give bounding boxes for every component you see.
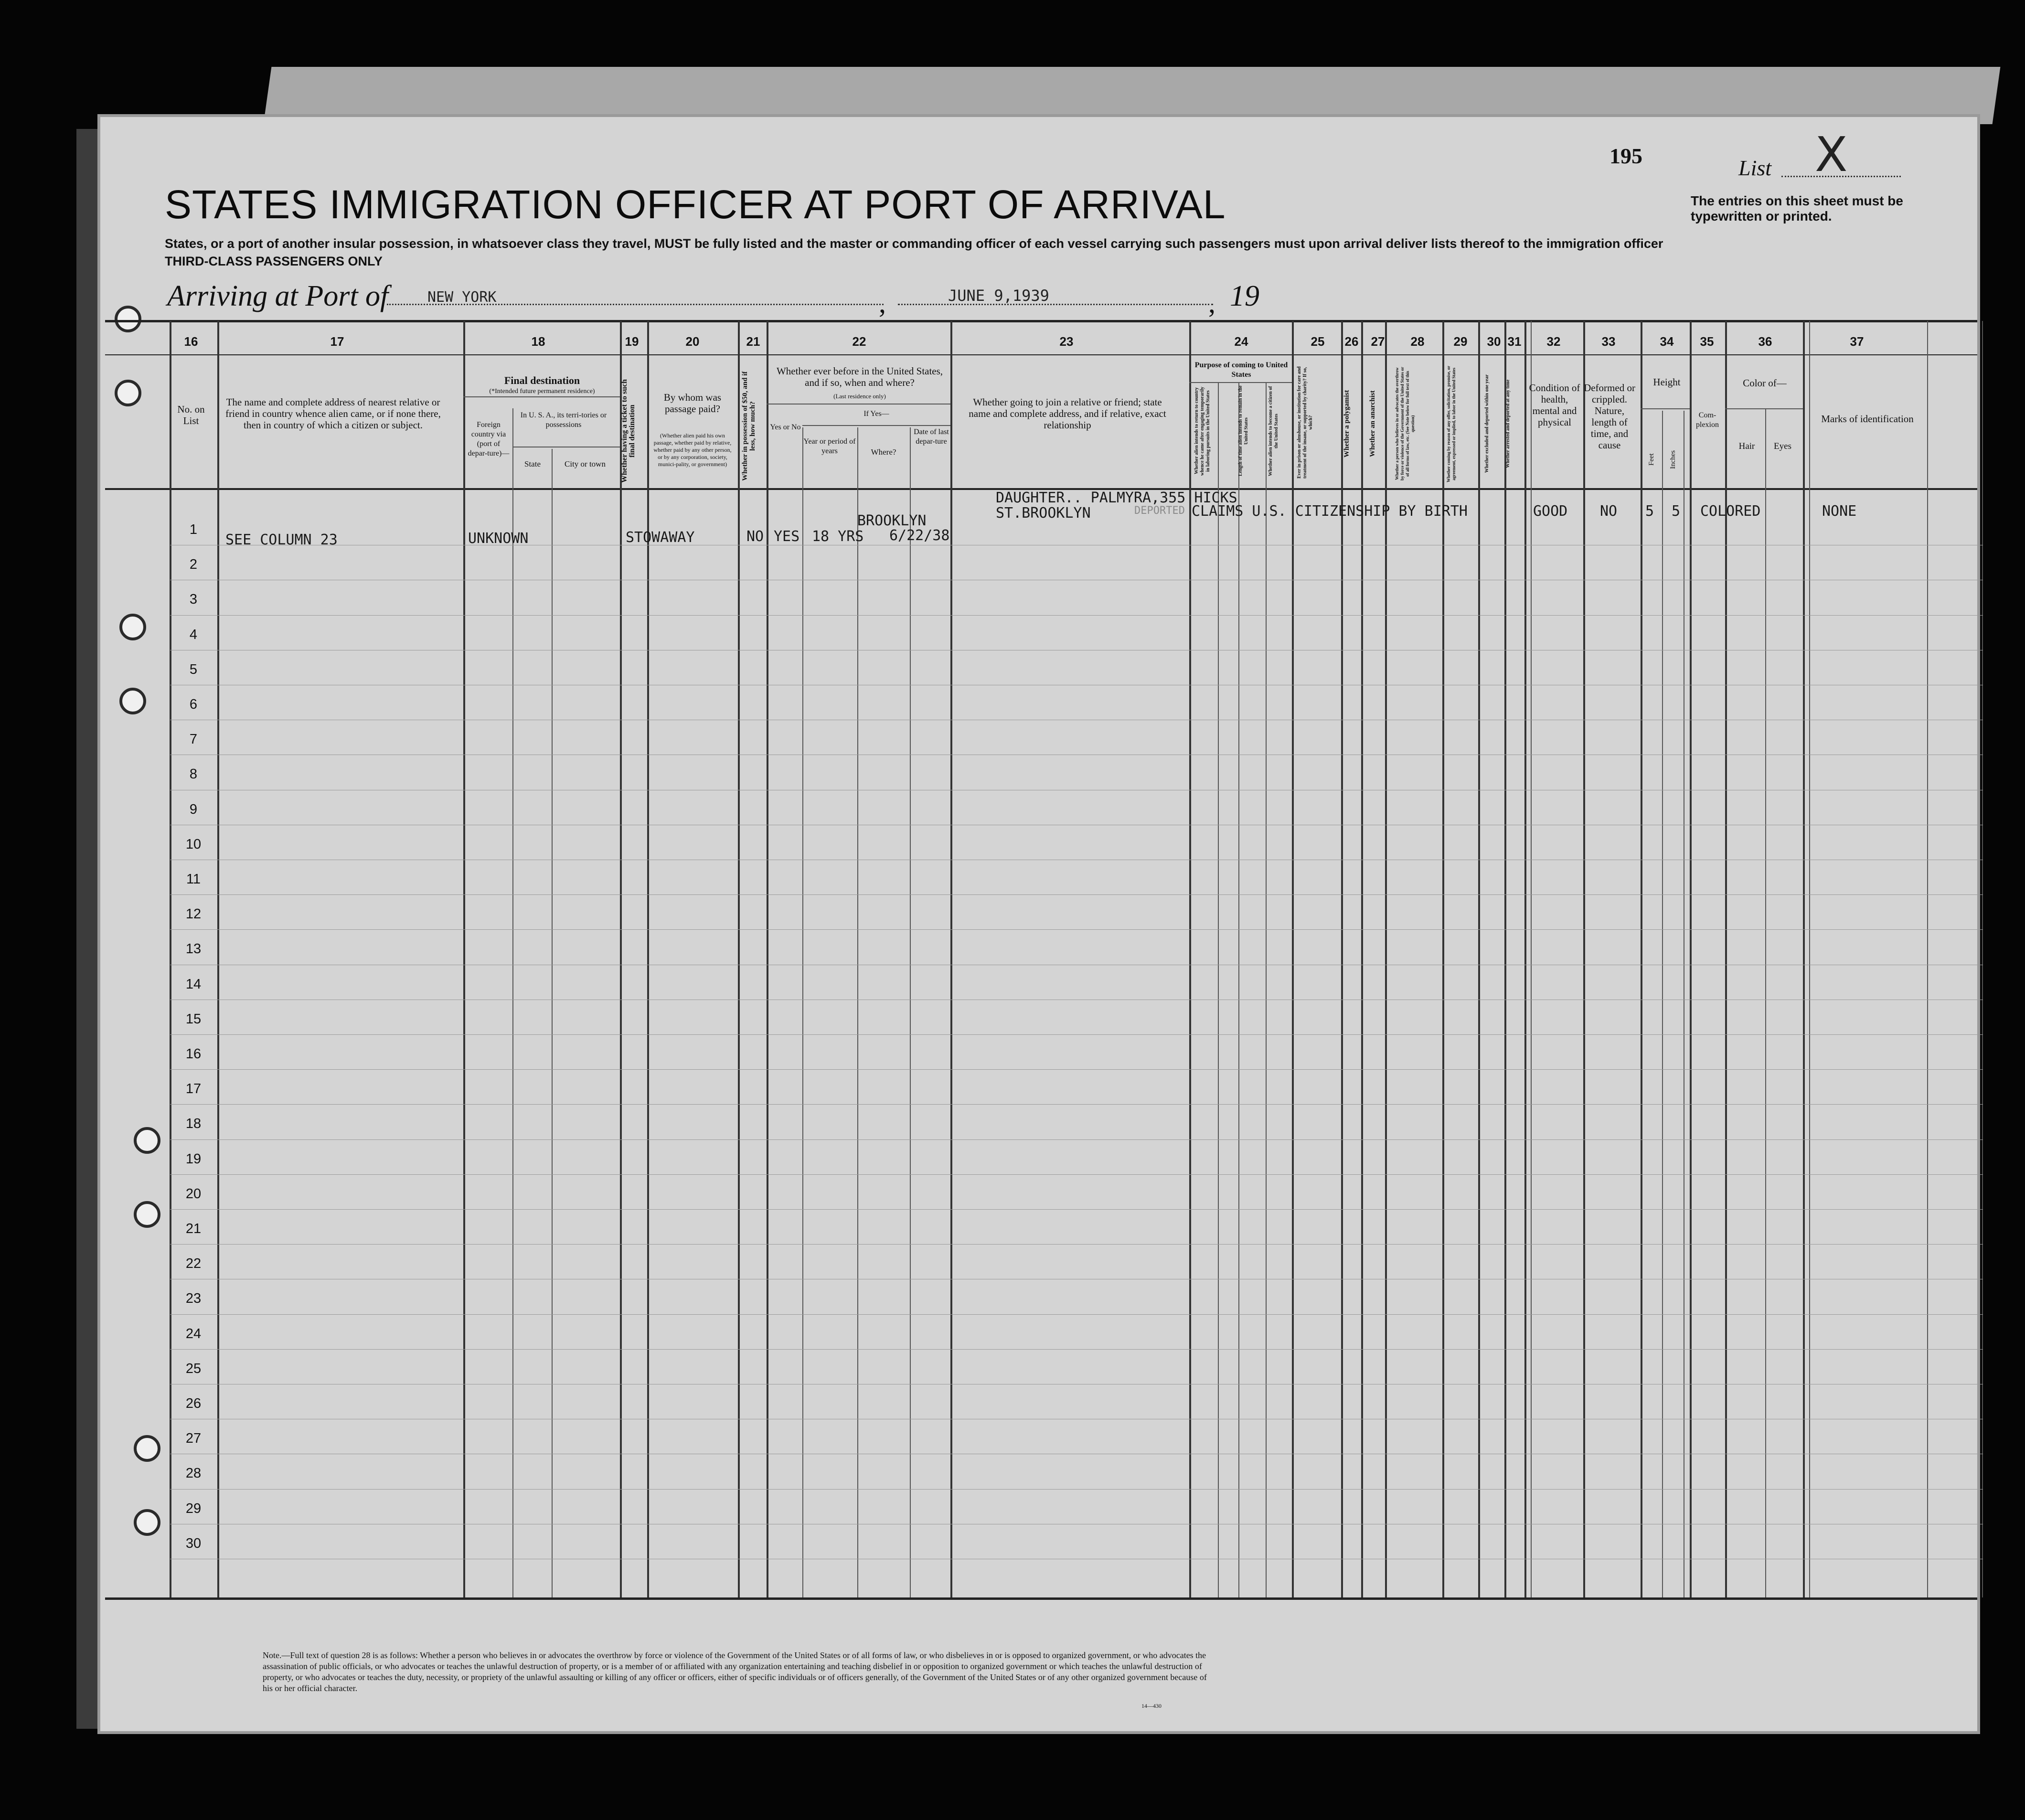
header-state: State — [524, 459, 541, 468]
class-line: THIRD-CLASS PASSENGERS ONLY — [165, 254, 383, 268]
row-number: 6 — [189, 697, 198, 712]
column-rule — [738, 321, 740, 1597]
footnote: Note.—Full text of question 28 is as follows: Whether a person who believes in or advocates the overthrow by force or violence of the Government of the United States or of all forms of law, or who disbelieves in or is opposed to organized government, or who advocates the assassination of public officials, or who advocates or teaches the unlawful destruction of property, or is a member of or affiliated with any organization entertaining and teaching disbelief in or opposition to organized government or which teaches the unlawful destruction of property, or who advocates or teaches the duty, necessity, or propriety of the unlawful assaulting or killing of any officer or officers, either of specific individuals or of officers generally, of the Government of the United States or of any other organized government because of his or her official character. — [263, 1650, 1207, 1693]
header-ticket: Whether having a ticket to such final destination — [620, 379, 636, 483]
column-number: 21 — [746, 334, 760, 349]
column-number-rule — [105, 354, 1977, 355]
row-number: 26 — [185, 1396, 202, 1411]
column-number: 32 — [1546, 334, 1561, 349]
subheader-rule — [1189, 382, 1292, 383]
column-rule — [1238, 382, 1239, 1597]
column-rule — [1504, 321, 1506, 1597]
column-number: 16 — [184, 334, 198, 349]
row-line — [170, 1349, 1983, 1350]
subheader-rule — [1725, 408, 1803, 409]
table-bottom-rule — [105, 1597, 1977, 1600]
row-number: 20 — [185, 1186, 202, 1202]
header-polygamist: Whether a polygamist — [1343, 390, 1351, 458]
entry-inches: 5 — [1672, 503, 1681, 520]
date-underline — [898, 304, 1213, 305]
entry-nearest-relative: SEE COLUMN 23 — [225, 532, 338, 548]
header-overthrow: Whether a person who believes in or advocates the overthrow by force or violence of the Government of the United States or of all forms of law, etc. (See Note below for full text of this question) — [1395, 367, 1415, 481]
column-number: 20 — [685, 334, 700, 349]
row-line — [170, 1314, 1983, 1315]
column-rule — [950, 321, 952, 1597]
header-last-residence: (Last residence only) — [833, 393, 886, 400]
header-prison: Ever in prison or almshouse, or institution for care and treatment of the insane, or supported by charity? If so, which? — [1297, 366, 1313, 479]
row-number: 21 — [185, 1221, 202, 1236]
column-rule — [1218, 382, 1219, 1597]
entry-passage-paid: STOWAWAY — [626, 529, 695, 546]
list-value: X — [1815, 127, 1848, 182]
column-number: 29 — [1453, 334, 1468, 349]
header-height: Height — [1653, 376, 1681, 388]
column-number: 17 — [330, 334, 344, 349]
subheader-rule — [802, 425, 950, 426]
column-rule — [1266, 382, 1267, 1597]
subheader-rule — [1641, 408, 1690, 409]
column-rule — [1982, 321, 1983, 1597]
arrival-label: Arriving at Port of — [167, 280, 389, 312]
row-number: 3 — [189, 592, 198, 607]
column-rule — [647, 321, 649, 1597]
header-where: Where? — [871, 447, 896, 457]
column-rule — [857, 427, 858, 1597]
entry-possession: NO — [746, 528, 764, 545]
row-line — [170, 1209, 1983, 1210]
year-prefix: 19 — [1230, 280, 1259, 312]
row-line — [170, 1139, 1983, 1140]
entry-feet: 5 — [1645, 503, 1654, 520]
header-complexion: Com-plexion — [1696, 411, 1719, 429]
column-rule — [217, 321, 219, 1597]
row-number: 14 — [185, 976, 202, 992]
column-rule — [620, 321, 622, 1597]
column-number: 33 — [1601, 334, 1616, 349]
page-title: STATES IMMIGRATION OFFICER AT PORT OF ARRIVAL — [165, 182, 1226, 227]
punch-hole-icon — [134, 1435, 160, 1462]
header-possession: Whether in possession of $50, and if less, how much? — [741, 371, 757, 481]
header-year-period: Year or period of years — [803, 437, 856, 455]
column-number: 34 — [1660, 334, 1674, 349]
header-anarchist: Whether an anarchist — [1369, 390, 1376, 458]
row-number: 22 — [185, 1256, 202, 1272]
column-rule — [1583, 321, 1585, 1597]
column-number: 22 — [852, 334, 866, 349]
header-hair: Hair — [1738, 441, 1755, 451]
page-number: 195 — [1609, 144, 1642, 168]
comma-separator: , — [1208, 287, 1215, 319]
column-rule — [1478, 321, 1480, 1597]
header-purpose-a: Whether alien intends to return to country whence he came after engaging temporarily in laboring pursuits in the United States — [1194, 386, 1211, 476]
column-rule — [1927, 321, 1928, 1597]
header-eyes: Eyes — [1774, 441, 1791, 451]
deported-stamp: DEPORTED — [1134, 505, 1185, 517]
entry-date-departure: 6/22/38 — [889, 527, 950, 544]
punch-hole-icon — [115, 380, 141, 406]
row-number: 30 — [185, 1535, 202, 1551]
column-number: 25 — [1311, 334, 1325, 349]
column-number: 30 — [1487, 334, 1501, 349]
punch-hole-icon — [134, 1509, 160, 1536]
binding-edge — [76, 129, 100, 1729]
header-feet: Feet — [1648, 453, 1655, 466]
column-number: 28 — [1410, 334, 1425, 349]
table-top-rule — [105, 320, 1977, 322]
entry-deformed: NO — [1600, 503, 1618, 520]
row-number: 12 — [185, 906, 202, 922]
row-number: 1 — [189, 522, 198, 537]
entry-years: 18 YRS — [812, 528, 864, 545]
row-number: 13 — [185, 941, 202, 957]
entry-foreign-country: UNKNOWN — [468, 530, 529, 547]
column-rule — [1809, 321, 1810, 1597]
row-number: 27 — [185, 1431, 202, 1447]
row-number: 16 — [185, 1046, 202, 1062]
row-number: 11 — [186, 872, 201, 887]
header-city: City or town — [565, 459, 606, 468]
header-inches: Inches — [1669, 450, 1677, 469]
arrival-date: JUNE 9,1939 — [948, 287, 1049, 305]
row-number: 25 — [185, 1361, 202, 1376]
row-number: 8 — [189, 766, 198, 782]
page-subtitle: States, or a port of another insular possession, in whatsoever class they travel, MUST be fully listed and the master or commanding officer of each vessel carrying such passengers must upon arrival deliver lists thereof to the immigration officer — [165, 236, 1663, 251]
punch-hole-icon — [134, 1201, 160, 1228]
row-line — [170, 894, 1983, 895]
column-number: 37 — [1850, 334, 1864, 349]
column-rule — [1690, 321, 1692, 1597]
row-number: 18 — [185, 1116, 202, 1132]
row-number: 15 — [185, 1011, 202, 1027]
header-before-in-us: Whether ever before in the United States, and if so, when and where? — [776, 365, 943, 388]
row-number: 5 — [189, 661, 198, 677]
header-yes-no: Yes or No — [770, 423, 801, 431]
row-number: 10 — [185, 836, 202, 852]
row-line — [170, 615, 1983, 616]
row-number: 29 — [185, 1501, 202, 1516]
arrival-port: NEW YORK — [427, 289, 497, 306]
header-purpose: Purpose of coming to United States — [1194, 361, 1288, 379]
row-number: 24 — [185, 1326, 202, 1341]
column-number: 36 — [1758, 334, 1772, 349]
header-in-usa: In U. S. A., its terri-tories or possessions — [520, 411, 607, 429]
row-number: 9 — [189, 801, 198, 817]
header-final-destination-note: (*Intended future permanent residence) — [489, 388, 595, 395]
entry-before-yes: YES — [774, 528, 800, 545]
entry-claims: CLAIMS U.S. CITIZENSHIP BY BIRTH — [1192, 503, 1468, 520]
punch-hole-icon — [134, 1127, 160, 1154]
header-color-of: Color of— — [1743, 377, 1787, 389]
form-number: 14—430 — [1141, 1703, 1162, 1709]
header-marks: Marks of identification — [1821, 413, 1914, 425]
list-label: List — [1738, 156, 1772, 180]
header-passage-note: (Whether alien paid his own passage, whether paid by relative, whether paid by any other person, or by any corporation, society, munici-pality, or government) — [653, 432, 732, 468]
header-purpose-c: Whether alien intends to become a citizen of the United States — [1268, 386, 1279, 476]
header-passage-paid: By whom was passage paid? — [663, 392, 722, 415]
column-rule — [1803, 321, 1805, 1597]
punch-hole-icon — [119, 688, 146, 714]
column-rule — [802, 427, 803, 1597]
folded-corner-shadow — [264, 67, 2001, 124]
header-foreign-country: Foreign country via (port of depar-ture)— — [468, 421, 510, 458]
header-purpose-b: Length of time alien intends to remain in the United States — [1238, 385, 1249, 477]
header-excluded: Whether excluded and deported within one year — [1484, 374, 1490, 473]
row-number: 28 — [185, 1466, 202, 1481]
column-number: 23 — [1059, 334, 1074, 349]
entry-join-line2: ST.BROOKLYN — [996, 505, 1091, 522]
entry-condition: GOOD — [1533, 503, 1568, 520]
header-condition: Condition of health, mental and physical — [1529, 382, 1580, 428]
header-final-destination: Final destination — [504, 374, 580, 386]
column-rule — [1641, 321, 1642, 1597]
row-line — [170, 1174, 1983, 1175]
row-number: 2 — [189, 557, 198, 573]
header-if-yes: If Yes— — [863, 410, 889, 418]
row-line — [170, 1489, 1983, 1490]
entry-marks: NONE — [1822, 503, 1857, 520]
header-coming-by-offer: Whether coming by reason of any offer, solicitation, promise, or agreement, expressed or implied, to labor in the United States — [1446, 365, 1456, 482]
entry-complexion: COLORED — [1700, 503, 1761, 520]
column-number: 27 — [1371, 334, 1385, 349]
row-line — [170, 1069, 1983, 1070]
header-nearest-relative: The name and complete address of nearest relative or friend in country whence alien came, or if none there, then in country of which a citizen or subject. — [225, 396, 441, 431]
row-line — [170, 1244, 1983, 1245]
header-deformed: Deformed or crippled. Nature, length of time, and cause — [1584, 382, 1635, 451]
column-number: 26 — [1344, 334, 1359, 349]
header-date-departure: Date of last depar-ture — [914, 428, 949, 446]
column-rule — [1531, 321, 1532, 1597]
header-no-on-list: No. on List — [177, 404, 205, 426]
column-number: 35 — [1700, 334, 1714, 349]
column-rule — [767, 321, 768, 1597]
column-number: 19 — [625, 334, 639, 349]
row-number: 7 — [189, 732, 198, 747]
column-rule — [552, 449, 553, 1597]
column-rule — [463, 321, 465, 1597]
entries-note: The entries on this sheet must be typewritten or printed. — [1691, 193, 1903, 224]
punch-hole-icon — [119, 614, 146, 640]
header-arrested: Whether arrested and deported at any time — [1505, 379, 1511, 468]
column-number: 24 — [1234, 334, 1248, 349]
row-number: 23 — [185, 1291, 202, 1307]
punch-hole-icon — [115, 306, 141, 332]
row-line — [170, 929, 1983, 930]
column-rule — [1662, 411, 1663, 1597]
row-line — [170, 1034, 1983, 1035]
column-number: 31 — [1507, 334, 1522, 349]
column-rule — [1524, 321, 1526, 1597]
row-number: 19 — [185, 1151, 202, 1167]
column-number: 18 — [531, 334, 545, 349]
entry-join-line1: DAUGHTER.. PALMYRA,355 HICKS — [996, 490, 1237, 506]
header-join-relative: Whether going to join a relative or friend; state name and complete address, and if relative, exact relationship — [969, 396, 1166, 431]
column-rule — [910, 427, 911, 1597]
comma-separator: , — [879, 287, 886, 319]
entry-where: BROOKLYN — [857, 512, 927, 529]
row-number: 17 — [185, 1081, 202, 1097]
row-line — [170, 1104, 1983, 1105]
column-rule — [1189, 321, 1191, 1597]
row-number: 4 — [189, 627, 198, 642]
